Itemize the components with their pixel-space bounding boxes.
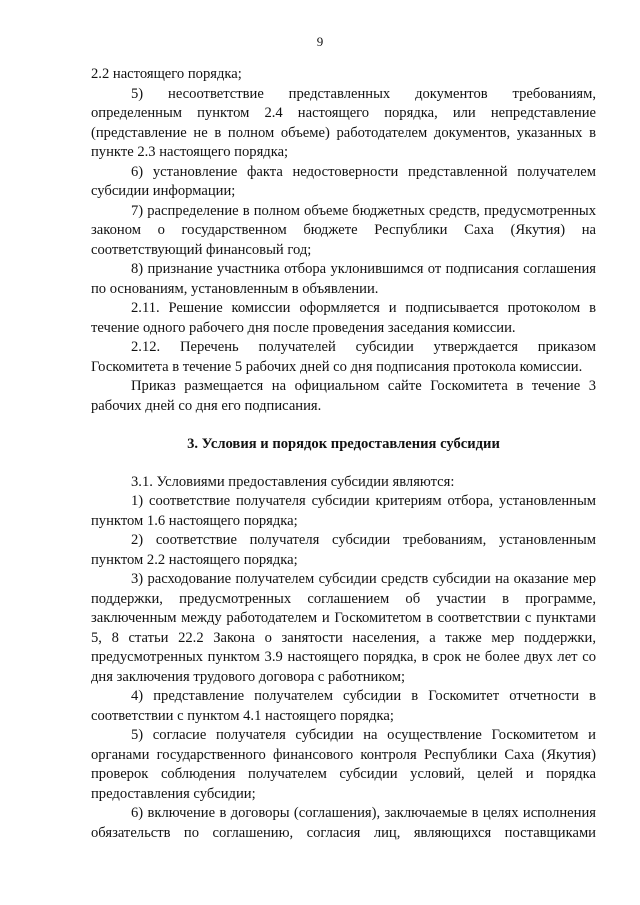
paragraph-p-cond-2: 2) соответствие получателя субсидии требованиям, установленным пунктом 2.2 настоящего порядка; — [91, 532, 596, 568]
paragraph-p-cond-6: 6) включение в договоры (соглашения), заключаемые в целях исполнения обязательств по соглашению, согласия лиц, являющихся поставщиками — [91, 805, 596, 841]
page-number: 9 — [316, 34, 324, 49]
section-3-heading: 3. Условия и порядок предоставления субсидии — [187, 436, 500, 452]
paragraph-p-item-7: 7) распределение в полном объеме бюджетных средств, предусмотренных законом о государственном бюджете Республики Саха (Якутия) на соответствующий финансовый год; — [91, 202, 596, 258]
paragraph-p-cond-5: 5) согласие получателя субсидии на осуществление Госкомитетом и органами государственного финансового контроля Республики Саха (Якутия) проверок соблюдения получателем субсидии условий, целей и порядка предоставления субсидии; — [91, 727, 596, 802]
paragraph-p-3-1: 3.1. Условиями предоставления субсидии являются: — [131, 473, 455, 490]
paragraph-p-cond-3: 3) расходование получателем субсидии средств субсидии на оказание мер поддержки, предусмотренных соглашением об участии в программе, заключенным между работодателем и Госкомитетом в соответствии с пунктами 5, 8 статьи 22.2 Закона о занятости населения, а также мер поддержки, предусмотренных пунктом 3.9 настоящего порядка, в срок не более двух лет со дня заключения трудового договора с работником; — [91, 571, 596, 685]
paragraph-p-cond-1: 1) соответствие получателя субсидии критериям отбора, установленным пунктом 1.6 настоящего порядка; — [91, 493, 596, 529]
section-3-body — [91, 473, 596, 805]
document-body — [91, 65, 596, 843]
paragraph-p-item-6: 6) установление факта недостоверности представленной получателем субсидии информации; — [91, 163, 596, 199]
paragraph-p-order-publish: Приказ размещается на официальном сайте Госкомитета в течение 3 рабочих дней со дня его подписания. — [91, 378, 596, 414]
paragraph-p-2-11: 2.11. Решение комиссии оформляется и подписывается протоколом в течение одного рабочего дня после проведения заседания комиссии. — [91, 300, 596, 336]
paragraph-p-cond-4: 4) представление получателем субсидии в Госкомитет отчетности в соответствии с пунктом 4.1 настоящего порядка; — [91, 688, 596, 724]
paragraph-p-item-8: 8) признание участника отбора уклонившимся от подписания соглашения по основаниям, установленным в объявлении. — [91, 261, 596, 297]
section-2-end — [91, 65, 596, 416]
paragraph-p-2-12: 2.12. Перечень получателей субсидии утверждается приказом Госкомитета в течение 5 рабочих дней со дня подписания протокола комиссии. — [91, 339, 596, 375]
paragraph-p-item-5: 5) несоответствие представленных документов требованиям, определенным пунктом 2.4 настоящего порядка, или непредставление (представление не в полном объеме) работодателем документов, указанных в пункте 2.3 настоящего порядка; — [91, 85, 596, 160]
paragraph-p-2-2-tail: 2.2 настоящего порядка; — [91, 66, 242, 82]
